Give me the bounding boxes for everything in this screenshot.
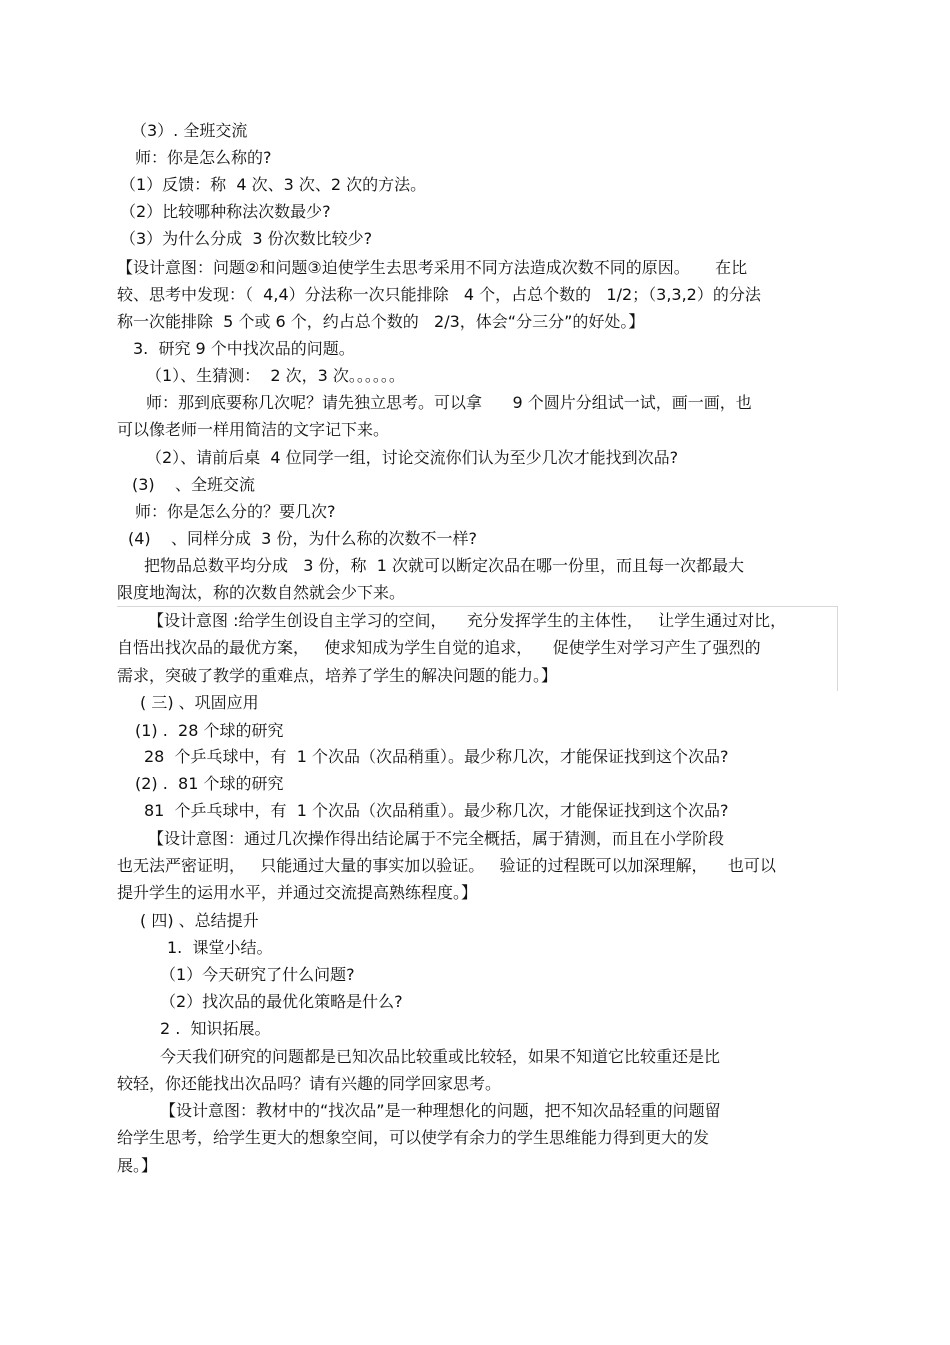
paragraph-line: 师：你是怎么分的？要几次? [135,502,336,521]
section-heading: ( 四) 、总结提升 [140,911,259,930]
paragraph-line: 师：你是怎么称的? [135,148,272,167]
design-intent-line: 需求，突破了教学的重难点，培养了学生的解决问题的能力。】 [117,666,558,685]
paragraph-line: 81 个乒乓球中，有 1 个次品（次品稍重）。最少称几次，才能保证找到这个次品? [144,801,729,820]
list-item: (2) . 81 个球的研究 [135,774,284,793]
list-item: （2）找次品的最优化策略是什么? [160,992,403,1011]
paragraph-line: （2）、请前后桌 4 位同学一组，讨论交流你们认为至少几次才能找到次品? [146,448,679,467]
design-intent-line: 【设计意图：问题②和问题③迫使学生去思考采用不同方法造成次数不同的原因。 在比 [117,258,748,277]
list-item: (4) 、同样分成 3 份，为什么称的次数不一样? [128,529,477,548]
design-intent-line: 【设计意图：教材中的“找次品”是一种理想化的问题，把不知次品轻重的问题留 [160,1101,721,1120]
design-intent-line: 【设计意图 :给学生创设自主学习的空间， 充分发挥学生的主体性， 让学生通过对比， [148,611,787,630]
list-item: （1）反馈：称 4 次、3 次、2 次的方法。 [120,175,427,194]
section-heading: （3）. 全班交流 [131,121,248,140]
paragraph-line: （1）、生猜测： 2 次，3 次。。。。。。 [146,366,405,385]
paragraph-line: 限度地淘汰，称的次数自然就会少下来。 [117,583,406,602]
list-item: （2）比较哪种称法次数最少? [120,202,331,221]
list-item: （3）为什么分成 3 份次数比较少? [120,229,373,248]
paragraph-line: 把物品总数平均分成 3 份，称 1 次就可以断定次品在哪一份里，而且每一次都最大 [144,556,744,575]
design-intent-line: 称一次能排除 5 个或 6 个，约占总个数的 2/3，体会“分三分”的好处。】 [117,312,645,331]
section-heading: ( 三) 、巩固应用 [140,693,259,712]
list-item: 2 . 知识拓展。 [160,1019,271,1038]
paragraph-line: 今天我们研究的问题都是已知次品比较重或比较轻，如果不知道它比较重还是比 [160,1047,721,1066]
design-intent-line: 提升学生的运用水平，并通过交流提高熟练程度。】 [117,883,478,902]
paragraph-line: 师：那到底要称几次呢？请先独立思考。可以拿 9 个圆片分组试一试，画一画，也 [146,393,752,412]
design-intent-line: 展。】 [117,1156,158,1175]
list-item: (3) 、全班交流 [132,475,256,494]
section-heading: 3. 研究 9 个中找次品的问题。 [133,339,355,358]
paragraph-line: 可以像老师一样用简洁的文字记下来。 [117,420,390,439]
design-intent-line: 较、思考中发现：（ 4,4）分法称一次只能排除 4 个，占总个数的 1/2；（3,3,2）的分法 [117,285,761,304]
design-intent-line: 给学生思考，给学生更大的想象空间，可以使学有余力的学生思维能力得到更大的发 [117,1128,710,1147]
paragraph-line: 28 个乒乓球中，有 1 个次品（次品稍重）。最少称几次，才能保证找到这个次品? [144,747,729,766]
design-intent-line: 自悟出找次品的最优方案， 使求知成为学生自觉的追求， 促使学生对学习产生了强烈的 [117,638,761,657]
list-item: 1. 课堂小结。 [167,938,273,957]
list-item: （1）今天研究了什么问题? [160,965,355,984]
design-intent-line: 也无法严密证明， 只能通过大量的事实加以验证。 验证的过程既可以加深理解， 也可以 [117,856,776,875]
list-item: (1) . 28 个球的研究 [135,721,284,740]
paragraph-line: 较轻，你还能找出次品吗？请有兴趣的同学回家思考。 [117,1074,502,1093]
design-intent-line: 【设计意图：通过几次操作得出结论属于不完全概括，属于猜测，而且在小学阶段 [148,829,725,848]
